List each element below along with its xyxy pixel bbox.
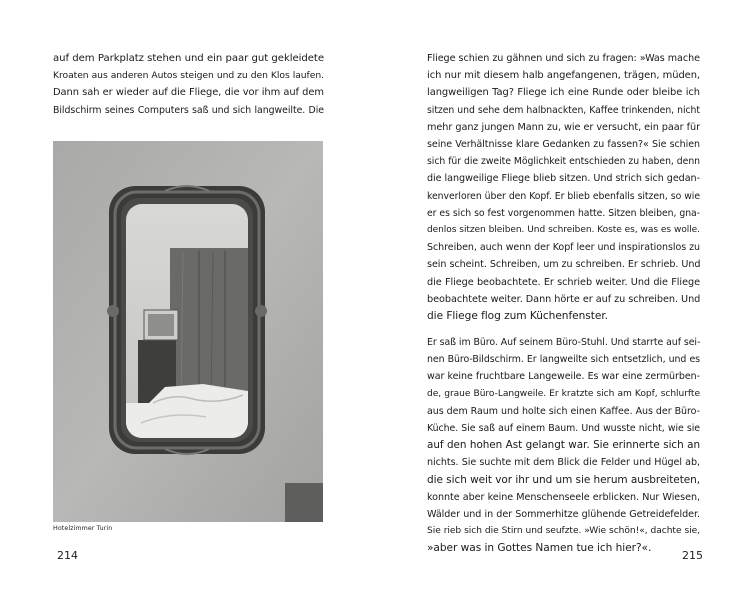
text-line: Sie rieb sich die Stirn und seufzte. »Wie schön!«, dachte sie,: [427, 526, 700, 537]
furniture-corner: [285, 483, 323, 522]
mirror-photo-illustration: [53, 141, 323, 522]
hotel-room-photo: [53, 141, 323, 522]
text-line: Fliege schien zu gähnen und sich zu fragen: »Was mache: [427, 53, 700, 64]
text-line: sein scheint. Schreiben, um zu schreiben. Er schrieb. Und: [427, 259, 701, 271]
text-line: beobachtete weiter. Dann hörte er auf zu schreiben. Und: [427, 293, 701, 305]
photo-caption: Hotelzimmer Turin: [53, 525, 113, 532]
page-number: 214: [57, 549, 78, 562]
text-line: konnte aber keine Menschenseele erblicken. Nur Wiesen,: [427, 491, 700, 503]
text-line: nen Büro-Bildschirm. Er langweilte sich entsetzlich, und es: [427, 354, 700, 366]
text-line: war keine fruchtbare Langeweile. Es war eine zermürben-: [427, 371, 700, 383]
mirror-reflection: [126, 204, 248, 441]
text-line: nichts. Sie suchte mit dem Blick die Felder und Hügel ab,: [427, 457, 700, 469]
text-line: denlos sitzen bleiben. Und schreiben. Koste es, was es wolle.: [427, 225, 700, 236]
text-line: Er saß im Büro. Auf seinem Büro-Stuhl. Und starrte auf sei-: [427, 337, 701, 348]
text-line: langweiligen Tag? Fliege ich eine Runde oder bleibe ich: [427, 87, 700, 99]
text-line: Wälder und in der Sommerhitze glühende Getreidefelder.: [427, 509, 700, 521]
text-line: die Fliege beobachtete. Er schrieb weiter. Und die Fliege: [427, 276, 700, 288]
text-line: die langweilige Fliege blieb sitzen. Und strich sich gedan-: [427, 173, 700, 185]
text-line: Kroaten aus anderen Autos steigen und zu den Klos laufen.: [53, 70, 324, 82]
text-line: ich nur mit diesem halb angefangenen, trägen, müden,: [427, 70, 700, 82]
text-line: Bildschirm seines Computers saß und sich langweilte. Die: [53, 104, 324, 116]
text-line: Küche. Sie saß auf einem Baum. Und wusste nicht, wie sie: [427, 423, 700, 435]
text-line: seine Verhältnisse klare Gedanken zu fassen?« Sie schien: [427, 139, 700, 151]
text-line: auf den hohen Ast gelangt war. Sie erinnerte sich an: [427, 439, 700, 452]
text-line: auf dem Parkplatz stehen und ein paar gut gekleidete: [53, 53, 324, 64]
text-line: die sich weit vor ihr und um sie herum ausbreiteten,: [427, 473, 701, 486]
right-page: [375, 0, 750, 600]
paragraph: [427, 50, 700, 325]
text-line: kenverloren über den Kopf. Er blieb ebenfalls sitzen, so wie: [427, 190, 700, 202]
text-line: er es sich so fest vorgenommen hatte. Sitzen bleiben, gna-: [427, 207, 700, 219]
left-page-text: [53, 50, 324, 119]
text-line: mehr ganz jungen Mann zu, wie er versucht, ein paar für: [427, 121, 701, 133]
text-line: Dann sah er wieder auf die Fliege, die vor ihm auf dem: [53, 87, 324, 99]
text-line: »aber was in Gottes Namen tue ich hier?«.: [427, 542, 652, 555]
page-number: 215: [682, 549, 703, 562]
text-line: de, graue Büro-Langweile. Er kratzte sich am Kopf, schlurfte: [427, 388, 700, 399]
text-line: Schreiben, auch wenn der Kopf leer und inspirationslos zu: [427, 242, 701, 254]
text-line: sitzen und sehe dem halbnackten, Kaffee trinkenden, nicht: [427, 104, 700, 116]
text-line: aus dem Raum und holte sich einen Kaffee. Aus der Büro-: [427, 405, 700, 417]
paragraph: [427, 334, 700, 558]
text-line: die Fliege flog zum Küchenfenster.: [427, 310, 608, 323]
text-line: sich für die zweite Möglichkeit entschieden zu haben, denn: [427, 156, 700, 168]
